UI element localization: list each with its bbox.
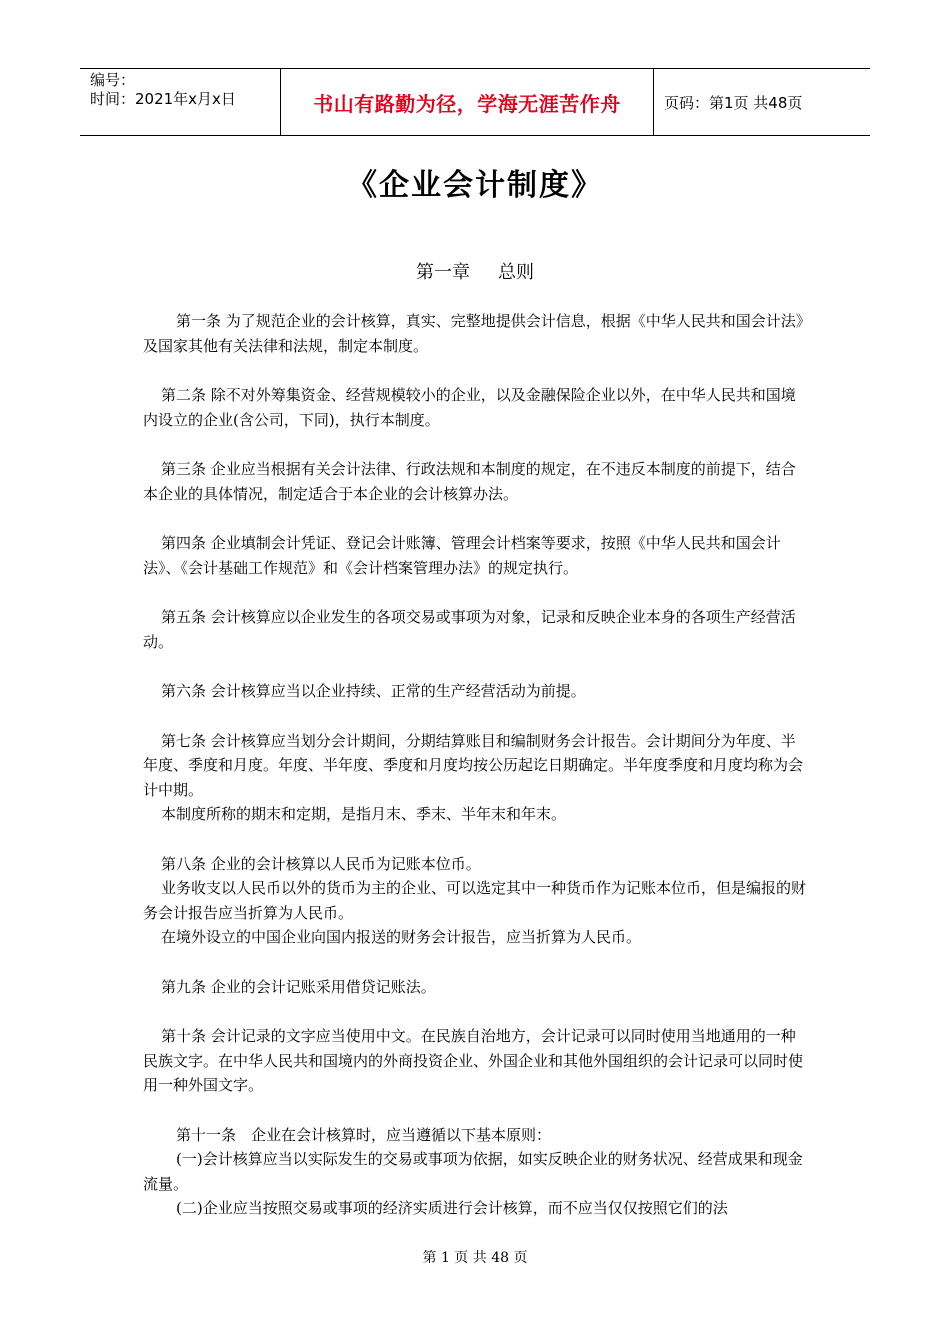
article-5: 第五条 会计核算应以企业发生的各项交易或事项为对象，记录和反映企业本身的各项生产经营活动。: [143, 608, 796, 651]
chapter-title: 总则: [498, 262, 534, 283]
article-11-item-2: (二)企业应当按照交易或事项的经济实质进行会计核算，而不应当仅仅按照它们的法: [176, 1199, 728, 1217]
header-slogan: 书山有路勤为径，学海无涯苦作舟: [281, 69, 654, 135]
article-10: 第十条 会计记录的文字应当使用中文。在民族自治地方，会计记录可以同时使用当地通用的一种民族文字。在中华人民共和国境内的外商投资企业、外国企业和其他外国组织的会计记录可以同时使用一种外国文字。: [143, 1027, 804, 1094]
document-body: [143, 309, 808, 1221]
article-7-note: 本制度所称的期末和定期，是指月末、季末、半年末和年末。: [161, 805, 567, 823]
article-3: 第三条 企业应当根据有关会计法律、行政法规和本制度的规定，在不违反本制度的前提下，结合本企业的具体情况，制定适合于本企业的会计核算办法。: [143, 460, 796, 503]
article-2: 第二条 除不对外筹集资金、经营规模较小的企业，以及金融保险企业以外，在中华人民共和国境内设立的企业(含公司，下同)，执行本制度。: [143, 386, 796, 429]
article-1: 第一条 为了规范企业的会计核算，真实、完整地提供会计信息，根据《中华人民共和国会计法》及国家其他有关法律和法规，制定本制度。: [143, 312, 804, 355]
article-8: 第八条 企业的会计核算以人民币为记账本位币。: [161, 854, 481, 873]
article-6: 第六条 会计核算应当以企业持续、正常的生产经营活动为前提。: [161, 682, 586, 700]
header-page-info: 页码：第1页 共48页: [664, 93, 803, 112]
header-meta-cell: [80, 69, 281, 135]
article-8-clause-2: 业务收支以人民币以外的货币为主的企业、可以选定其中一种货币作为记账本位币，但是编报的财务会计报告应当折算为人民币。: [143, 879, 807, 922]
document-time-label: 时间：2021年x月x日: [90, 90, 236, 108]
article-11: 第十一条 企业在会计核算时，应当遵循以下基本原则：: [176, 1125, 552, 1144]
article-9: 第九条 企业的会计记账采用借贷记账法。: [161, 977, 436, 996]
document-header: [80, 68, 870, 136]
document-title: 《企业会计制度》: [347, 168, 603, 203]
article-8-clause-3: 在境外设立的中国企业向国内报送的财务会计报告，应当折算为人民币。: [161, 928, 642, 946]
document-number-label: 编号：: [90, 71, 136, 89]
article-4: 第四条 企业填制会计凭证、登记会计账簿、管理会计档案等要求，按照《中华人民共和国会计法》、《会计基础工作规范》和《会计档案管理办法》的规定执行。: [143, 534, 781, 577]
article-11-item-1: (一)会计核算应当以实际发生的交易或事项为依据，如实反映企业的财务状况、经营成果和现金流量。: [143, 1150, 803, 1193]
chapter-number: 第一章: [416, 262, 470, 283]
page-footer: 第 1 页 共 48 页: [422, 1250, 528, 1266]
chapter-heading: [0, 258, 950, 284]
article-7: 第七条 会计核算应当划分会计期间，分期结算账目和编制财务会计报告。会计期间分为年度、半年度、季度和月度。年度、半年度、季度和月度均按公历起讫日期确定。半年度季度和月度均称为会计中期。: [143, 731, 804, 799]
